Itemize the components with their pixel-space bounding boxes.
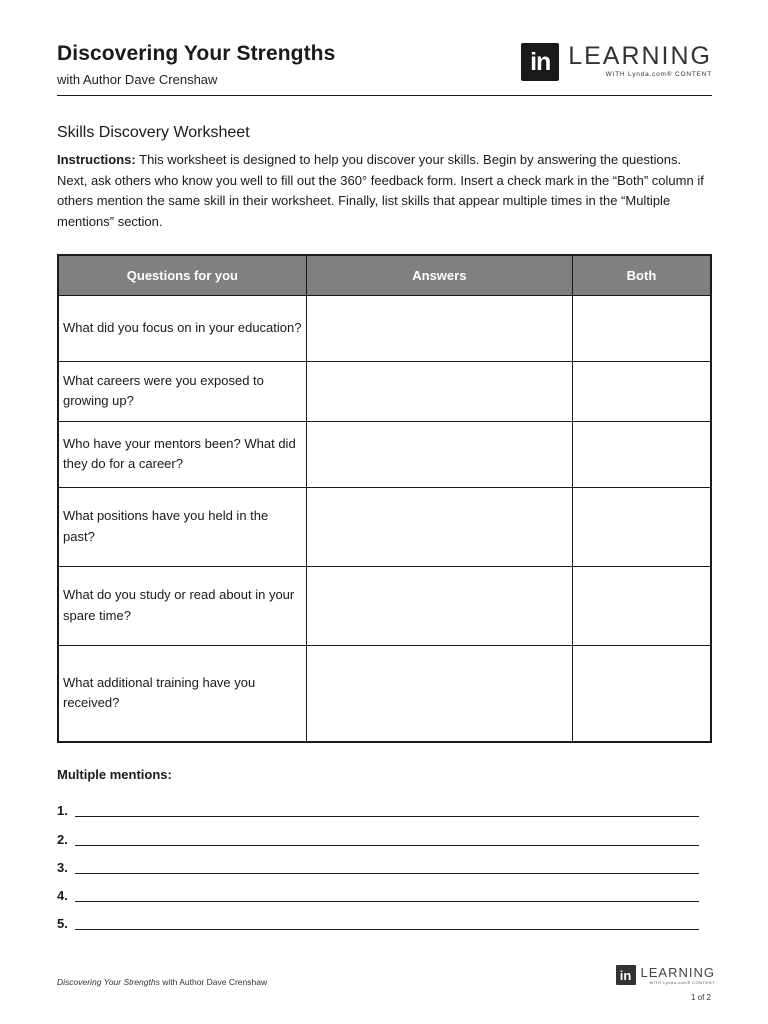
- list-item: [57, 849, 699, 877]
- list-number: 1.: [57, 803, 68, 819]
- column-header-questions: Questions for you: [58, 255, 306, 295]
- list-number: 4.: [57, 888, 68, 904]
- question-cell: What do you study or read about in your spare time?: [58, 566, 306, 645]
- write-in-line[interactable]: [75, 929, 699, 930]
- list-number: 5.: [57, 916, 68, 932]
- multiple-mentions-title: Multiple mentions:: [57, 767, 172, 782]
- table-header-row: [58, 255, 711, 295]
- answer-cell[interactable]: [306, 295, 572, 361]
- footer-course-title: Discovering Your Strengths: [57, 977, 160, 987]
- instructions-label: Instructions:: [57, 152, 136, 167]
- table-row: [58, 566, 711, 645]
- list-item: [57, 905, 699, 933]
- both-checkbox-cell[interactable]: [572, 487, 711, 566]
- write-in-line[interactable]: [75, 873, 699, 874]
- instructions: [57, 150, 707, 232]
- both-checkbox-cell[interactable]: [572, 645, 711, 742]
- logo-word: LEARNING: [568, 42, 712, 70]
- linkedin-in-icon: in: [521, 43, 559, 81]
- table-row: [58, 487, 711, 566]
- table-row: [58, 295, 711, 361]
- questions-table: [57, 254, 712, 743]
- multiple-mentions-list: [57, 792, 699, 933]
- answer-cell[interactable]: [306, 645, 572, 742]
- write-in-line[interactable]: [75, 845, 699, 846]
- question-cell: Who have your mentors been? What did they do for a career?: [58, 421, 306, 487]
- document-subtitle: with Author Dave Crenshaw: [57, 72, 218, 87]
- linkedin-learning-logo: [521, 42, 712, 86]
- footer-logo-tagline: WITH Lynda.com® CONTENT: [649, 980, 715, 985]
- table-row: [58, 645, 711, 742]
- answer-cell[interactable]: [306, 361, 572, 421]
- logo-tagline: WITH Lynda.com® CONTENT: [605, 71, 712, 78]
- both-checkbox-cell[interactable]: [572, 295, 711, 361]
- footer-logo-text: [641, 965, 715, 985]
- question-cell: What did you focus on in your education?: [58, 295, 306, 361]
- both-checkbox-cell[interactable]: [572, 361, 711, 421]
- write-in-line[interactable]: [75, 816, 699, 817]
- both-checkbox-cell[interactable]: [572, 566, 711, 645]
- linkedin-in-icon: in: [616, 965, 636, 985]
- question-cell: What positions have you held in the past?: [58, 487, 306, 566]
- section-title: Skills Discovery Worksheet: [57, 124, 250, 141]
- instructions-text: This worksheet is designed to help you discover your skills. Begin by answering the questions. Next, ask others who know you well to fill out the 360° feedback form. Insert a check mark in the “Both” column if others mention the same skill in their worksheet. Finally, list skills that appear multiple times in the “Multiple mentions” section.: [57, 152, 704, 229]
- table-row: [58, 361, 711, 421]
- question-cell: What additional training have you received?: [58, 645, 306, 742]
- list-item: [57, 792, 699, 820]
- table-row: [58, 421, 711, 487]
- list-number: 2.: [57, 831, 68, 847]
- column-header-both: Both: [572, 255, 711, 295]
- document-title: Discovering Your Strengths: [57, 42, 336, 65]
- column-header-answers: Answers: [306, 255, 572, 295]
- page-header: [57, 42, 712, 96]
- list-item: [57, 877, 699, 905]
- answer-cell[interactable]: [306, 421, 572, 487]
- page-number: 1 of 2: [690, 993, 711, 1002]
- logo-text: [568, 42, 712, 78]
- both-checkbox-cell[interactable]: [572, 421, 711, 487]
- footer-author: with Author Dave Crenshaw: [159, 977, 268, 987]
- answer-cell[interactable]: [306, 566, 572, 645]
- footer-course-credit: [57, 977, 267, 987]
- list-item: [57, 820, 699, 848]
- write-in-line[interactable]: [75, 901, 699, 902]
- list-number: 3.: [57, 859, 68, 875]
- footer-logo: [616, 965, 715, 985]
- footer-logo-word: LEARNING: [640, 965, 715, 980]
- answer-cell[interactable]: [306, 487, 572, 566]
- question-cell: What careers were you exposed to growing up?: [58, 361, 306, 421]
